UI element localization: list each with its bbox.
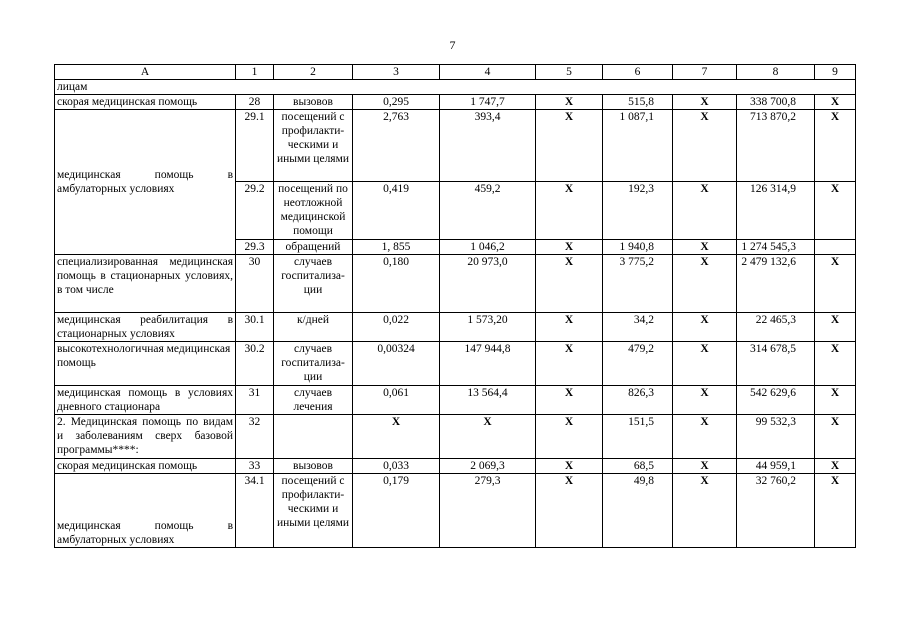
unit-cell: случаев госпитализа-ции: [274, 342, 353, 386]
table-row: [55, 459, 856, 474]
row-label: скорая медицинская помощь: [55, 459, 236, 474]
value-cell: 0,061: [353, 386, 440, 415]
unit-cell: к/дней: [274, 313, 353, 342]
table-row: [55, 95, 856, 110]
page-number: 7: [449, 38, 456, 52]
value-cell: 515,8: [603, 95, 673, 110]
value-cell: 49,8: [603, 474, 673, 548]
value-cell: Х: [673, 474, 737, 548]
row-number: 30.1: [236, 313, 274, 342]
value-cell: 34,2: [603, 313, 673, 342]
value-cell: Х: [815, 110, 856, 182]
unit-cell: [274, 415, 353, 459]
row-label: 2. Медицинская помощь по видам и заболеваниям сверх базовой программы****:: [55, 415, 236, 459]
table-row: [55, 110, 856, 182]
value-cell: Х: [536, 240, 603, 255]
value-cell: Х: [673, 95, 737, 110]
value-cell: Х: [815, 182, 856, 240]
row-number: 32: [236, 415, 274, 459]
value-cell: 44 959,1: [737, 459, 815, 474]
value-cell: 2 479 132,6: [737, 255, 815, 313]
value-cell: 713 870,2: [737, 110, 815, 182]
value-cell: Х: [536, 313, 603, 342]
value-cell: 0,419: [353, 182, 440, 240]
value-cell: Х: [815, 474, 856, 548]
header-cell: 3: [353, 65, 440, 80]
row-number: 29.1: [236, 110, 274, 182]
row-label: высокотехнологичная медицинская помощь: [55, 342, 236, 386]
unit-cell: посещений с профилакти-ческими и иными целями: [274, 474, 353, 548]
header-cell: А: [55, 65, 236, 80]
value-cell: Х: [536, 386, 603, 415]
table-row: [55, 415, 856, 459]
row-label: скорая медицинская помощь: [55, 95, 236, 110]
row-number: 33: [236, 459, 274, 474]
value-cell: Х: [815, 342, 856, 386]
value-cell: 393,4: [440, 110, 536, 182]
value-cell: 1 747,7: [440, 95, 536, 110]
value-cell: 0,179: [353, 474, 440, 548]
value-cell: 126 314,9: [737, 182, 815, 240]
row-label: медицинская помощь в амбулаторных условиях: [55, 110, 236, 255]
value-cell: Х: [536, 474, 603, 548]
value-cell: 68,5: [603, 459, 673, 474]
value-cell: 1 087,1: [603, 110, 673, 182]
value-cell: Х: [673, 255, 737, 313]
value-cell: Х: [673, 342, 737, 386]
value-cell: 99 532,3: [737, 415, 815, 459]
value-cell: 542 629,6: [737, 386, 815, 415]
header-cell: 8: [737, 65, 815, 80]
value-cell: 3 775,2: [603, 255, 673, 313]
row-number: 29.2: [236, 182, 274, 240]
value-cell: 1 046,2: [440, 240, 536, 255]
value-cell: Х: [536, 415, 603, 459]
value-cell: Х: [673, 182, 737, 240]
value-cell: Х: [353, 415, 440, 459]
row-label: специализированная медицинская помощь в стационарных условиях, в том числе: [55, 255, 236, 313]
table-header-row: [55, 65, 856, 80]
value-cell: 1 940,8: [603, 240, 673, 255]
row-number: 34.1: [236, 474, 274, 548]
value-cell: 338 700,8: [737, 95, 815, 110]
table-row: [55, 255, 856, 313]
value-cell: Х: [815, 95, 856, 110]
header-cell: 2: [274, 65, 353, 80]
table-row: [55, 386, 856, 415]
value-cell: 22 465,3: [737, 313, 815, 342]
value-cell: 1, 855: [353, 240, 440, 255]
value-cell: Х: [440, 415, 536, 459]
table-row: [55, 342, 856, 386]
value-cell: Х: [536, 182, 603, 240]
value-cell: 0,180: [353, 255, 440, 313]
value-cell: Х: [673, 240, 737, 255]
row-label: лицам: [55, 80, 856, 95]
value-cell: Х: [536, 110, 603, 182]
table-row: [55, 80, 856, 95]
value-cell: Х: [673, 415, 737, 459]
value-cell: 0,033: [353, 459, 440, 474]
header-cell: 7: [673, 65, 737, 80]
value-cell: 0,022: [353, 313, 440, 342]
value-cell: 279,3: [440, 474, 536, 548]
value-cell: Х: [673, 313, 737, 342]
data-table: [54, 64, 856, 548]
row-number: 31: [236, 386, 274, 415]
value-cell: 1 573,20: [440, 313, 536, 342]
value-cell: 1 274 545,3: [737, 240, 815, 255]
row-number: 30.2: [236, 342, 274, 386]
header-cell: 9: [815, 65, 856, 80]
header-cell: 6: [603, 65, 673, 80]
unit-cell: случаев госпитализа-ции: [274, 255, 353, 313]
value-cell: 2,763: [353, 110, 440, 182]
row-label: медицинская помощь в условиях дневного стационара: [55, 386, 236, 415]
value-cell: 479,2: [603, 342, 673, 386]
value-cell: Х: [815, 255, 856, 313]
value-cell: 32 760,2: [737, 474, 815, 548]
value-cell: [815, 240, 856, 255]
value-cell: Х: [536, 255, 603, 313]
value-cell: Х: [815, 313, 856, 342]
value-cell: 20 973,0: [440, 255, 536, 313]
value-cell: 826,3: [603, 386, 673, 415]
table-row: [55, 313, 856, 342]
unit-cell: вызовов: [274, 95, 353, 110]
value-cell: 0,00324: [353, 342, 440, 386]
value-cell: Х: [536, 95, 603, 110]
value-cell: Х: [815, 386, 856, 415]
value-cell: 2 069,3: [440, 459, 536, 474]
unit-cell: вызовов: [274, 459, 353, 474]
unit-cell: обращений: [274, 240, 353, 255]
row-number: 30: [236, 255, 274, 313]
value-cell: 0,295: [353, 95, 440, 110]
value-cell: Х: [536, 342, 603, 386]
row-number: 28: [236, 95, 274, 110]
unit-cell: посещений с профилакти-ческими и иными целями: [274, 110, 353, 182]
header-cell: 4: [440, 65, 536, 80]
value-cell: Х: [815, 415, 856, 459]
value-cell: 13 564,4: [440, 386, 536, 415]
value-cell: 151,5: [603, 415, 673, 459]
row-label: медицинская реабилитация в стационарных условиях: [55, 313, 236, 342]
unit-cell: случаев лечения: [274, 386, 353, 415]
row-number: 29.3: [236, 240, 274, 255]
row-label: медицинская помощь в амбулаторных условиях: [55, 474, 236, 548]
value-cell: Х: [815, 459, 856, 474]
value-cell: 314 678,5: [737, 342, 815, 386]
value-cell: 192,3: [603, 182, 673, 240]
table-row: [55, 474, 856, 548]
value-cell: Х: [536, 459, 603, 474]
header-cell: 5: [536, 65, 603, 80]
value-cell: 459,2: [440, 182, 536, 240]
unit-cell: посещений по неотложной медицинской помощи: [274, 182, 353, 240]
value-cell: Х: [673, 459, 737, 474]
value-cell: 147 944,8: [440, 342, 536, 386]
value-cell: Х: [673, 386, 737, 415]
value-cell: Х: [673, 110, 737, 182]
header-cell: 1: [236, 65, 274, 80]
